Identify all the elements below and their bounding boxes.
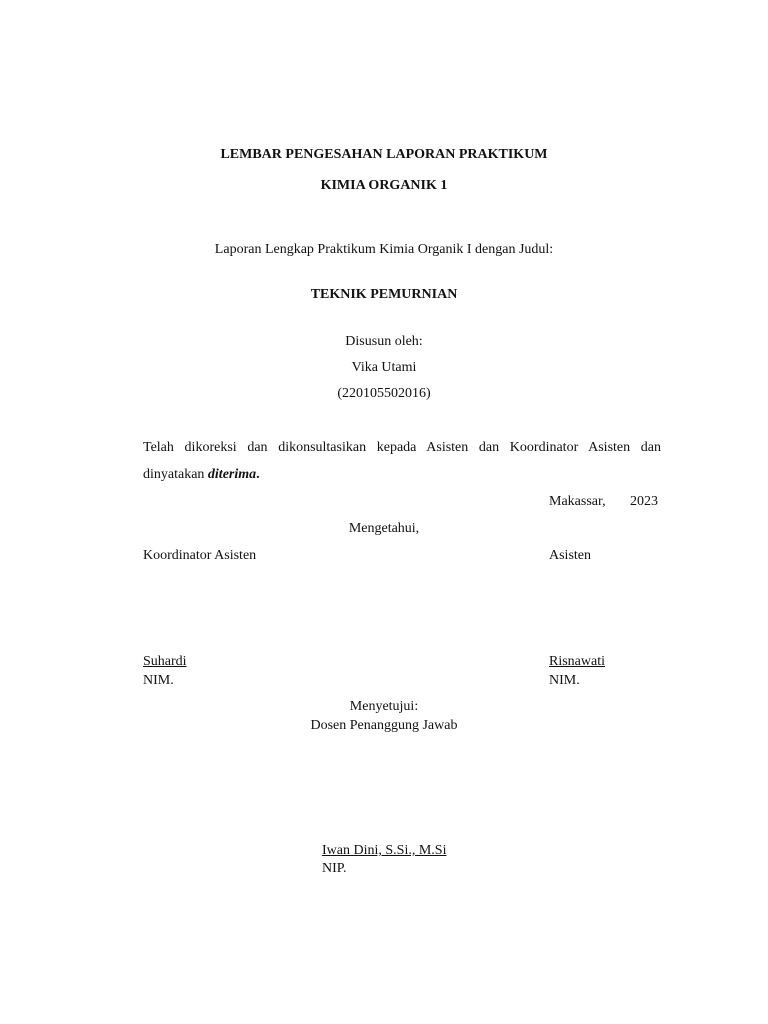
lecturer-name: Iwan Dini, S.Si., M.Si <box>322 843 447 858</box>
report-title: TEKNIK PEMURNIAN <box>310 287 458 302</box>
author-name: Vika Utami <box>351 360 417 375</box>
lecturer-role: Dosen Penanggung Jawab <box>310 718 458 733</box>
right-signatory-name: Risnawati <box>549 654 605 669</box>
left-signatory-name: Suhardi <box>143 654 187 669</box>
left-signatory-id: NIM. <box>143 673 174 688</box>
known-label: Mengetahui, <box>348 521 420 536</box>
author-nim: (220105502016) <box>337 386 431 401</box>
right-role: Asisten <box>549 548 591 563</box>
statement-line-2 <box>143 466 260 484</box>
author-label: Disusun oleh: <box>345 334 423 349</box>
lecturer-id: NIP. <box>322 861 347 876</box>
title-line-2: KIMIA ORGANIK 1 <box>320 178 448 193</box>
statement-prefix: dinyatakan <box>143 467 208 482</box>
left-role: Koordinator Asisten <box>143 548 257 563</box>
right-signatory-id: NIM. <box>549 673 580 688</box>
statement-suffix: . <box>256 467 260 482</box>
statement-line-1: Telah dikoreksi dan dikonsultasikan kepada Asisten dan Koordinator Asisten dan <box>143 440 661 455</box>
place-year: 2023 <box>630 494 658 509</box>
title-line-1: LEMBAR PENGESAHAN LAPORAN PRAKTIKUM <box>220 147 548 162</box>
agree-label: Menyetujui: <box>349 699 419 714</box>
statement-emphasis: diterima <box>207 467 257 482</box>
intro-line: Laporan Lengkap Praktikum Kimia Organik I dengan Judul: <box>214 242 554 257</box>
place-city: Makassar, <box>549 494 606 509</box>
